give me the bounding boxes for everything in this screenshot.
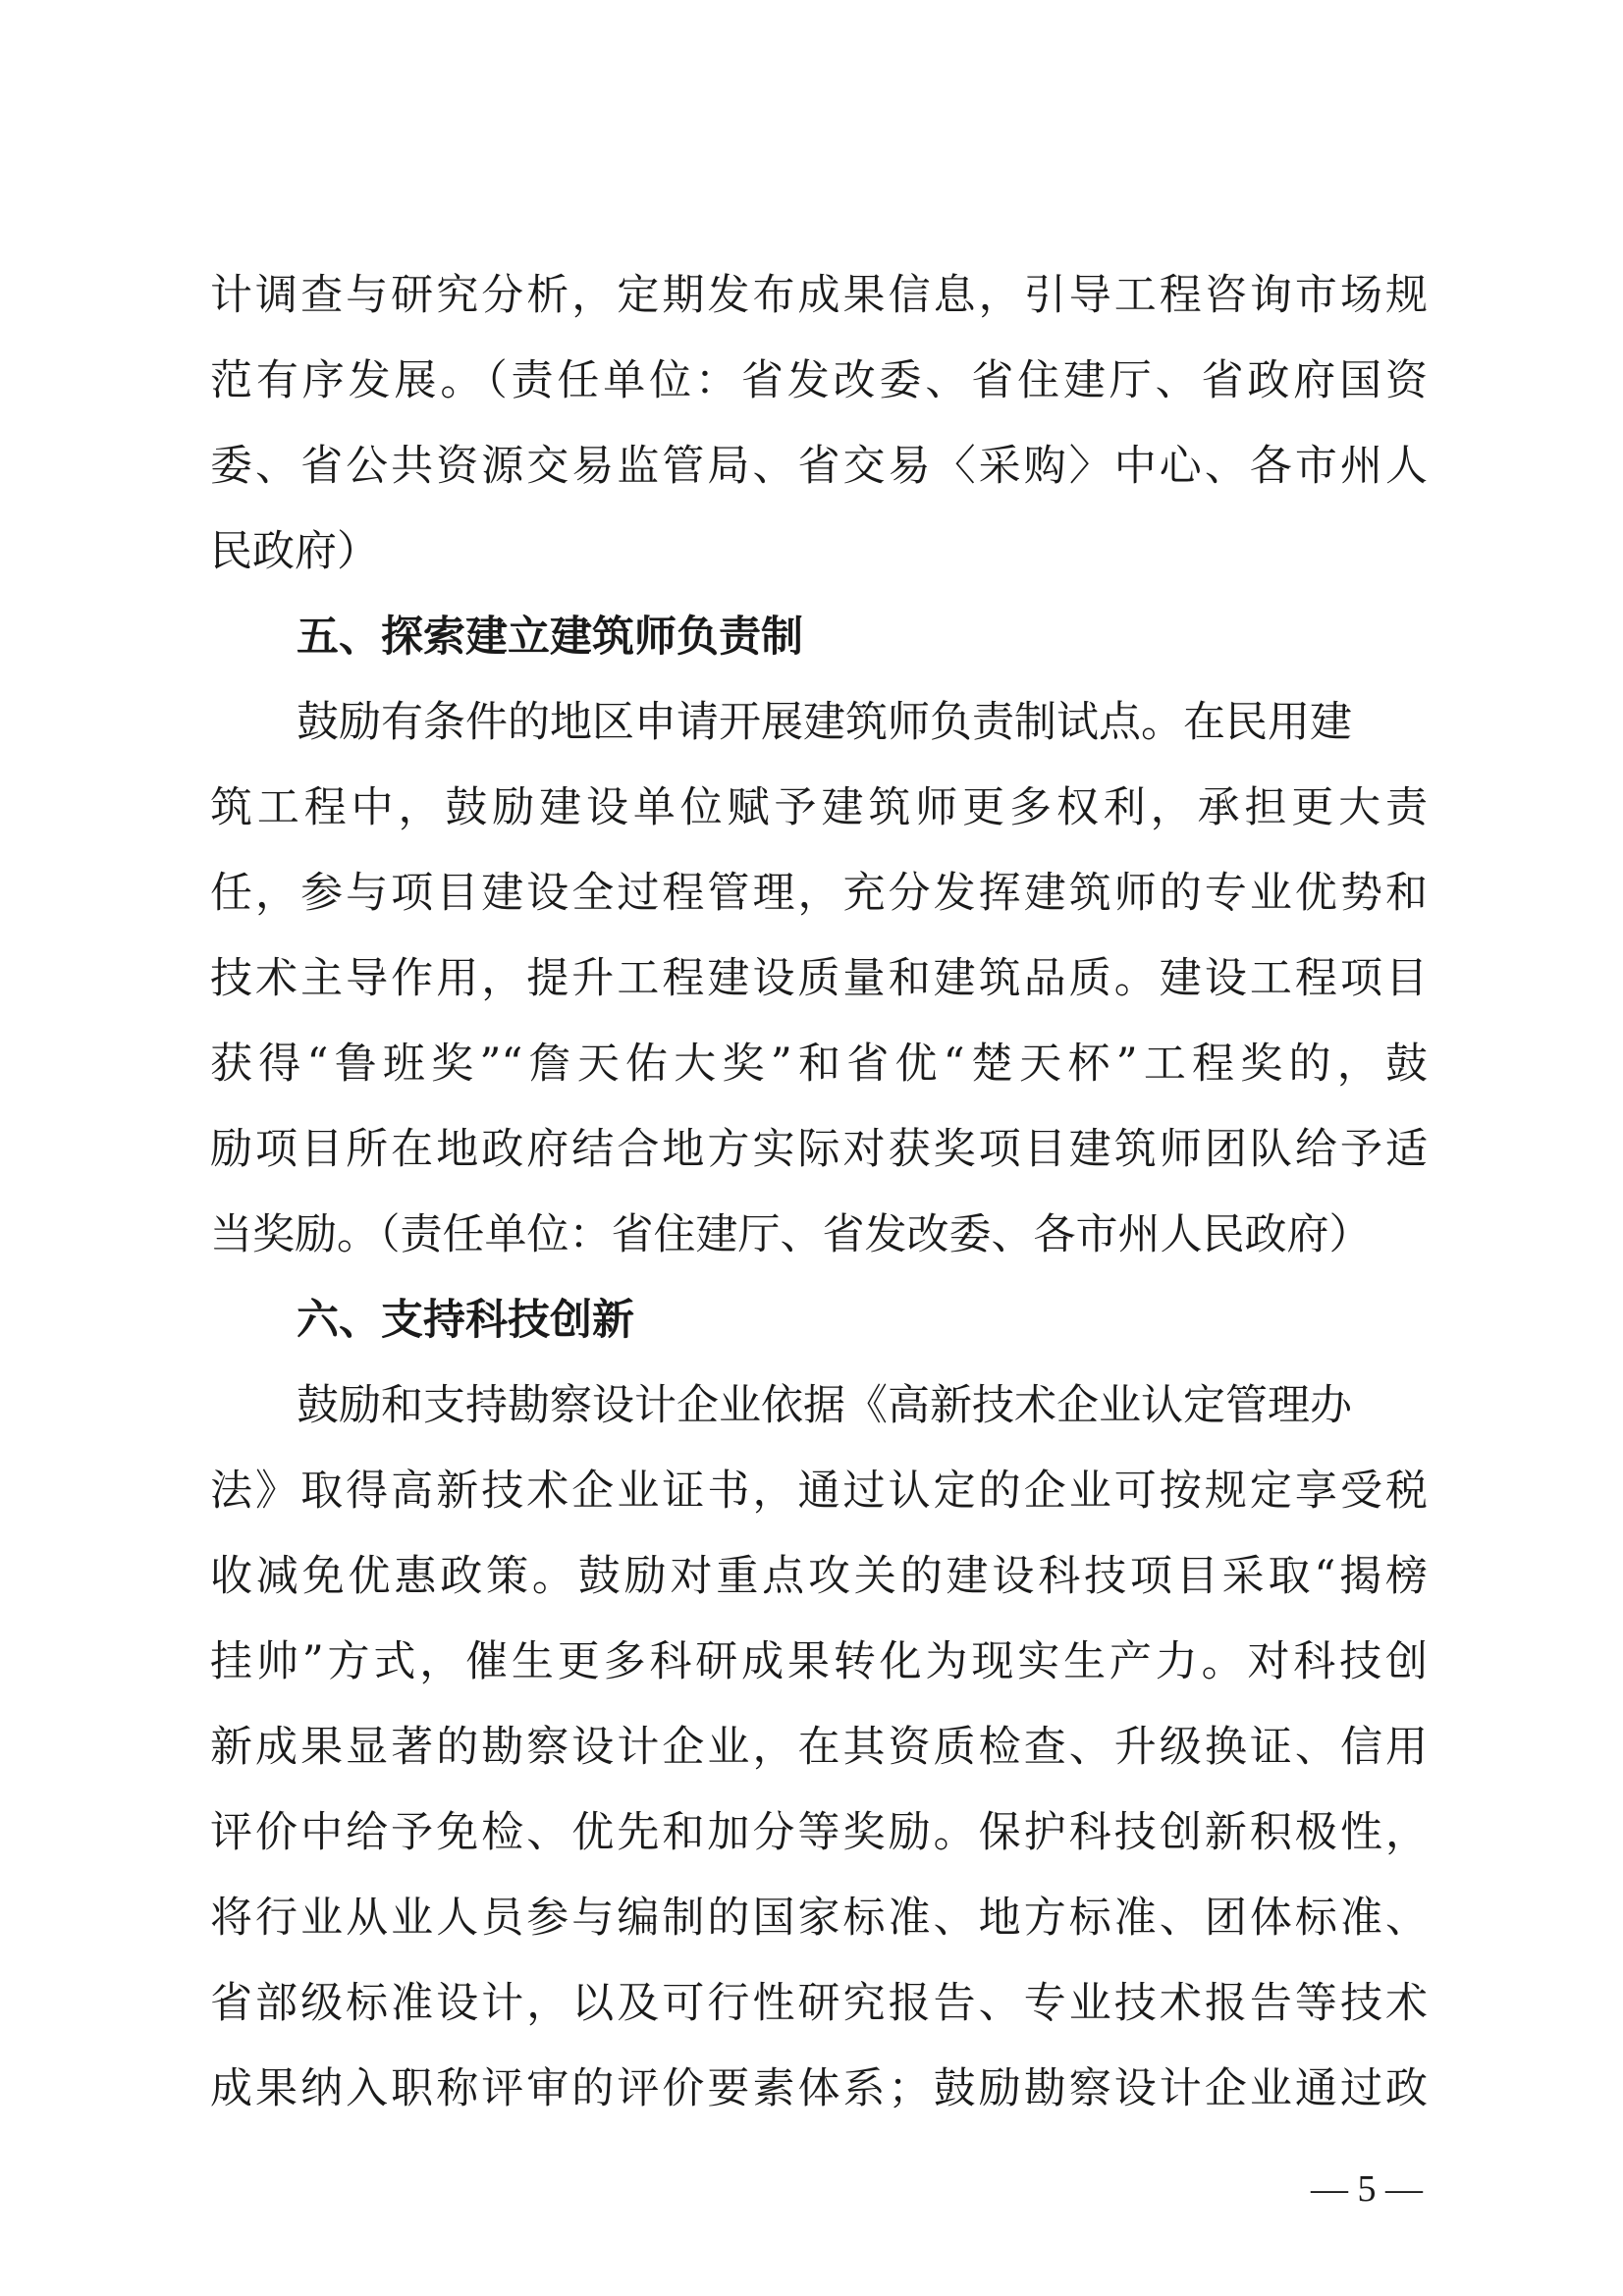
paragraph-line: 当奖励。（责任单位：省住建厅、省发改委、各市州人民政府） — [210, 1210, 1372, 1259]
section-heading-6: 六、支持科技创新 — [297, 1296, 634, 1345]
paragraph-line: 范有序发展。（责任单位：省发改委、省住建厅、省政府国资 — [210, 356, 1428, 405]
paragraph-line: 民政府） — [210, 527, 379, 576]
body-text — [210, 253, 1428, 2132]
paragraph-first-line: 鼓励有条件的地区申请开展建筑师负责制试点。在民用建 — [297, 698, 1352, 747]
paragraph-line: 任，参与项目建设全过程管理，充分发挥建筑师的专业优势和 — [210, 869, 1428, 918]
paragraph-line: 挂帅”方式，催生更多科研成果转化为现实生产力。对科技创 — [210, 1637, 1428, 1686]
page-number: — 5 — — [1311, 2168, 1423, 2210]
paragraph-line: 收减免优惠政策。鼓励对重点攻关的建设科技项目采取“揭榜 — [210, 1552, 1428, 1601]
paragraph-line: 筑工程中，鼓励建设单位赋予建筑师更多权利，承担更大责 — [210, 783, 1428, 832]
paragraph-line: 法》取得高新技术企业证书，通过认定的企业可按规定享受税 — [210, 1467, 1428, 1516]
paragraph-line: 委、省公共资源交易监管局、省交易〈采购〉中心、各市州人 — [210, 442, 1428, 491]
paragraph-line: 计调查与研究分析，定期发布成果信息，引导工程咨询市场规 — [210, 271, 1428, 320]
paragraph-line: 获得“鲁班奖”“詹天佑大奖”和省优“楚天杯”工程奖的，鼓 — [210, 1040, 1428, 1089]
paragraph-line: 成果纳入职称评审的评价要素体系；鼓励勘察设计企业通过政 — [210, 2064, 1428, 2113]
paragraph-line: 励项目所在地政府结合地方实际对获奖项目建筑师团队给予适 — [210, 1125, 1428, 1174]
paragraph-line: 省部级标准设计，以及可行性研究报告、专业技术报告等技术 — [210, 1979, 1428, 2028]
paragraph-line: 技术主导作用，提升工程建设质量和建筑品质。建设工程项目 — [210, 954, 1428, 1003]
paragraph-first-line: 鼓励和支持勘察设计企业依据《高新技术企业认定管理办 — [297, 1381, 1352, 1430]
section-heading-5: 五、探索建立建筑师负责制 — [297, 613, 803, 662]
paragraph-line: 评价中给予免检、优先和加分等奖励。保护科技创新积极性， — [210, 1808, 1428, 1857]
paragraph-line: 将行业从业人员参与编制的国家标准、地方标准、团体标准、 — [210, 1894, 1428, 1943]
paragraph-line: 新成果显著的勘察设计企业，在其资质检查、升级换证、信用 — [210, 1723, 1428, 1772]
